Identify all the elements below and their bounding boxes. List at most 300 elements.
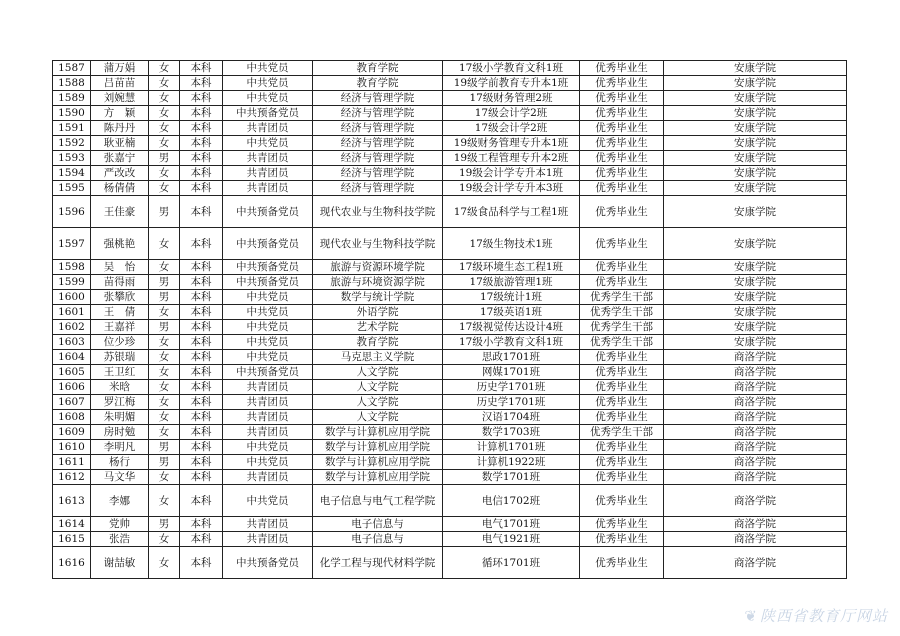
serial-number-cell: 1603	[53, 335, 91, 350]
table-row	[53, 275, 847, 290]
honor-type-cell: 优秀毕业生	[580, 470, 664, 485]
education-level-cell: 本科	[180, 470, 223, 485]
gender-cell: 女	[149, 425, 180, 440]
watermark-text: 陕西省教育厅网站	[759, 607, 888, 625]
honor-type-cell: 优秀毕业生	[580, 196, 664, 228]
gender-cell: 男	[149, 275, 180, 290]
education-level-cell: 本科	[180, 151, 223, 166]
gender-cell: 男	[149, 320, 180, 335]
student-name-cell: 强桃艳	[91, 228, 149, 260]
education-level-cell: 本科	[180, 305, 223, 320]
college-cell: 数学与计算机应用学院	[313, 455, 443, 470]
gender-cell: 女	[149, 485, 180, 517]
honor-type-cell: 优秀学生干部	[580, 320, 664, 335]
gender-cell: 女	[149, 410, 180, 425]
class-name-cell: 17级统计1班	[443, 290, 580, 305]
education-level-cell: 本科	[180, 532, 223, 547]
table-row	[53, 228, 847, 260]
gender-cell: 女	[149, 91, 180, 106]
class-name-cell: 19级财务管理专升本1班	[443, 136, 580, 151]
class-name-cell: 网媒1701班	[443, 365, 580, 380]
university-cell: 安康学院	[664, 228, 847, 260]
class-name-cell: 17级视觉传达设计4班	[443, 320, 580, 335]
university-cell: 安康学院	[664, 290, 847, 305]
college-cell: 经济与管理学院	[313, 151, 443, 166]
college-cell: 教育学院	[313, 76, 443, 91]
serial-number-cell: 1596	[53, 196, 91, 228]
student-name-cell: 吴 怡	[91, 260, 149, 275]
table-row	[53, 455, 847, 470]
education-level-cell: 本科	[180, 335, 223, 350]
serial-number-cell: 1609	[53, 425, 91, 440]
serial-number-cell: 1588	[53, 76, 91, 91]
political-status-cell: 中共党员	[223, 61, 313, 76]
class-name-cell: 17级食品科学与工程1班	[443, 196, 580, 228]
student-name-cell: 严改改	[91, 166, 149, 181]
class-name-cell: 19级学前教育专升本1班	[443, 76, 580, 91]
gender-cell: 女	[149, 532, 180, 547]
class-name-cell: 17级小学教育文科1班	[443, 61, 580, 76]
university-cell: 商洛学院	[664, 485, 847, 517]
class-name-cell: 19级会计学专升本3班	[443, 181, 580, 196]
university-cell: 商洛学院	[664, 470, 847, 485]
student-name-cell: 党帅	[91, 517, 149, 532]
gender-cell: 女	[149, 305, 180, 320]
honor-type-cell: 优秀毕业生	[580, 136, 664, 151]
class-name-cell: 数学1703班	[443, 425, 580, 440]
serial-number-cell: 1589	[53, 91, 91, 106]
university-cell: 商洛学院	[664, 350, 847, 365]
honor-type-cell: 优秀毕业生	[580, 532, 664, 547]
political-status-cell: 共青团员	[223, 470, 313, 485]
honor-type-cell: 优秀毕业生	[580, 228, 664, 260]
honor-type-cell: 优秀毕业生	[580, 395, 664, 410]
gender-cell: 女	[149, 380, 180, 395]
table-row	[53, 532, 847, 547]
college-cell: 数学与计算机应用学院	[313, 470, 443, 485]
education-level-cell: 本科	[180, 228, 223, 260]
university-cell: 商洛学院	[664, 547, 847, 579]
class-name-cell: 19级会计学专升本1班	[443, 166, 580, 181]
education-level-cell: 本科	[180, 440, 223, 455]
political-status-cell: 中共预备党员	[223, 196, 313, 228]
student-name-cell: 苏银瑞	[91, 350, 149, 365]
class-name-cell: 17级生物技术1班	[443, 228, 580, 260]
university-cell: 商洛学院	[664, 365, 847, 380]
political-status-cell: 共青团员	[223, 151, 313, 166]
college-cell: 人文学院	[313, 365, 443, 380]
class-name-cell: 电信1702班	[443, 485, 580, 517]
education-level-cell: 本科	[180, 485, 223, 517]
honor-type-cell: 优秀毕业生	[580, 485, 664, 517]
college-cell: 教育学院	[313, 61, 443, 76]
university-cell: 安康学院	[664, 151, 847, 166]
honor-type-cell: 优秀毕业生	[580, 121, 664, 136]
college-cell: 数学与计算机应用学院	[313, 440, 443, 455]
honor-type-cell: 优秀毕业生	[580, 260, 664, 275]
class-name-cell: 17级财务管理2班	[443, 91, 580, 106]
university-cell: 安康学院	[664, 260, 847, 275]
political-status-cell: 中共党员	[223, 136, 313, 151]
political-status-cell: 中共预备党员	[223, 260, 313, 275]
class-name-cell: 17级会计学2班	[443, 106, 580, 121]
gender-cell: 女	[149, 365, 180, 380]
political-status-cell: 中共党员	[223, 335, 313, 350]
student-name-cell: 吕苗苗	[91, 76, 149, 91]
gender-cell: 女	[149, 106, 180, 121]
education-level-cell: 本科	[180, 290, 223, 305]
table-row	[53, 470, 847, 485]
table-row	[53, 136, 847, 151]
class-name-cell: 数学1701班	[443, 470, 580, 485]
university-cell: 商洛学院	[664, 532, 847, 547]
gender-cell: 女	[149, 166, 180, 181]
serial-number-cell: 1608	[53, 410, 91, 425]
serial-number-cell: 1610	[53, 440, 91, 455]
table-row	[53, 61, 847, 76]
college-cell: 旅游与资源环境学院	[313, 260, 443, 275]
gender-cell: 女	[149, 395, 180, 410]
college-cell: 人文学院	[313, 395, 443, 410]
serial-number-cell: 1611	[53, 455, 91, 470]
gender-cell: 男	[149, 517, 180, 532]
college-cell: 外语学院	[313, 305, 443, 320]
education-level-cell: 本科	[180, 166, 223, 181]
education-level-cell: 本科	[180, 275, 223, 290]
political-status-cell: 共青团员	[223, 517, 313, 532]
honor-type-cell: 优秀毕业生	[580, 365, 664, 380]
university-cell: 安康学院	[664, 166, 847, 181]
honor-type-cell: 优秀毕业生	[580, 547, 664, 579]
university-cell: 商洛学院	[664, 455, 847, 470]
serial-number-cell: 1590	[53, 106, 91, 121]
gender-cell: 女	[149, 121, 180, 136]
student-name-cell: 耿亚楠	[91, 136, 149, 151]
honor-type-cell: 优秀毕业生	[580, 455, 664, 470]
serial-number-cell: 1614	[53, 517, 91, 532]
table-row	[53, 166, 847, 181]
honor-type-cell: 优秀毕业生	[580, 151, 664, 166]
political-status-cell: 共青团员	[223, 166, 313, 181]
college-cell: 现代农业与生物科技学院	[313, 228, 443, 260]
student-name-cell: 王嘉祥	[91, 320, 149, 335]
education-level-cell: 本科	[180, 517, 223, 532]
honor-type-cell: 优秀毕业生	[580, 410, 664, 425]
serial-number-cell: 1607	[53, 395, 91, 410]
education-level-cell: 本科	[180, 455, 223, 470]
class-name-cell: 19级工程管理专升本2班	[443, 151, 580, 166]
serial-number-cell: 1613	[53, 485, 91, 517]
university-cell: 商洛学院	[664, 517, 847, 532]
student-name-cell: 王卫红	[91, 365, 149, 380]
table-row	[53, 91, 847, 106]
serial-number-cell: 1606	[53, 380, 91, 395]
class-name-cell: 计算机1922班	[443, 455, 580, 470]
college-cell: 人文学院	[313, 410, 443, 425]
student-name-cell: 米晗	[91, 380, 149, 395]
student-name-cell: 张攀欣	[91, 290, 149, 305]
table-row	[53, 76, 847, 91]
gender-cell: 女	[149, 76, 180, 91]
serial-number-cell: 1598	[53, 260, 91, 275]
honor-type-cell: 优秀毕业生	[580, 76, 664, 91]
serial-number-cell: 1601	[53, 305, 91, 320]
class-name-cell: 17级小学教育文科1班	[443, 335, 580, 350]
class-name-cell: 17级英语1班	[443, 305, 580, 320]
college-cell: 数学与计算机应用学院	[313, 425, 443, 440]
education-level-cell: 本科	[180, 121, 223, 136]
university-cell: 安康学院	[664, 196, 847, 228]
student-name-cell: 马文华	[91, 470, 149, 485]
political-status-cell: 共青团员	[223, 532, 313, 547]
college-cell: 电子信息与	[313, 532, 443, 547]
gender-cell: 男	[149, 196, 180, 228]
political-status-cell: 中共党员	[223, 76, 313, 91]
college-cell: 经济与管理学院	[313, 166, 443, 181]
university-cell: 商洛学院	[664, 440, 847, 455]
table-row	[53, 121, 847, 136]
student-name-cell: 苗得雨	[91, 275, 149, 290]
gender-cell: 男	[149, 151, 180, 166]
honor-type-cell: 优秀毕业生	[580, 181, 664, 196]
class-name-cell: 17级环境生态工程1班	[443, 260, 580, 275]
education-level-cell: 本科	[180, 76, 223, 91]
gender-cell: 女	[149, 260, 180, 275]
serial-number-cell: 1595	[53, 181, 91, 196]
table-row	[53, 196, 847, 228]
university-cell: 安康学院	[664, 320, 847, 335]
student-name-cell: 张嘉宁	[91, 151, 149, 166]
university-cell: 安康学院	[664, 305, 847, 320]
political-status-cell: 中共预备党员	[223, 365, 313, 380]
college-cell: 经济与管理学院	[313, 136, 443, 151]
education-level-cell: 本科	[180, 365, 223, 380]
student-name-cell: 蒲万娟	[91, 61, 149, 76]
political-status-cell: 共青团员	[223, 410, 313, 425]
college-cell: 马克思主义学院	[313, 350, 443, 365]
honor-type-cell: 优秀毕业生	[580, 350, 664, 365]
honor-type-cell: 优秀毕业生	[580, 517, 664, 532]
serial-number-cell: 1602	[53, 320, 91, 335]
serial-number-cell: 1605	[53, 365, 91, 380]
university-cell: 安康学院	[664, 76, 847, 91]
leaf-logo-icon: ❦	[744, 607, 758, 625]
gender-cell: 女	[149, 181, 180, 196]
university-cell: 安康学院	[664, 181, 847, 196]
political-status-cell: 中共党员	[223, 91, 313, 106]
education-level-cell: 本科	[180, 196, 223, 228]
university-cell: 安康学院	[664, 61, 847, 76]
college-cell: 经济与管理学院	[313, 106, 443, 121]
political-status-cell: 中共党员	[223, 440, 313, 455]
site-watermark	[744, 605, 888, 626]
political-status-cell: 中共预备党员	[223, 106, 313, 121]
university-cell: 安康学院	[664, 275, 847, 290]
class-name-cell: 循环1701班	[443, 547, 580, 579]
honor-type-cell: 优秀毕业生	[580, 91, 664, 106]
serial-number-cell: 1591	[53, 121, 91, 136]
student-name-cell: 罗江梅	[91, 395, 149, 410]
student-name-cell: 杨倩倩	[91, 181, 149, 196]
political-status-cell: 中共党员	[223, 485, 313, 517]
serial-number-cell: 1616	[53, 547, 91, 579]
education-level-cell: 本科	[180, 91, 223, 106]
college-cell: 经济与管理学院	[313, 121, 443, 136]
honor-type-cell: 优秀毕业生	[580, 380, 664, 395]
college-cell: 艺术学院	[313, 320, 443, 335]
education-level-cell: 本科	[180, 260, 223, 275]
class-name-cell: 17级会计学2班	[443, 121, 580, 136]
gender-cell: 女	[149, 61, 180, 76]
table-row	[53, 410, 847, 425]
political-status-cell: 共青团员	[223, 181, 313, 196]
serial-number-cell: 1597	[53, 228, 91, 260]
class-name-cell: 历史学1701班	[443, 380, 580, 395]
university-cell: 安康学院	[664, 136, 847, 151]
student-name-cell: 方 颖	[91, 106, 149, 121]
table-row	[53, 290, 847, 305]
class-name-cell: 思政1701班	[443, 350, 580, 365]
class-name-cell: 汉语1704班	[443, 410, 580, 425]
student-name-cell: 朱明媚	[91, 410, 149, 425]
honor-type-cell: 优秀毕业生	[580, 106, 664, 121]
education-level-cell: 本科	[180, 106, 223, 121]
student-name-cell: 李娜	[91, 485, 149, 517]
university-cell: 安康学院	[664, 106, 847, 121]
gender-cell: 女	[149, 136, 180, 151]
education-level-cell: 本科	[180, 350, 223, 365]
gender-cell: 女	[149, 470, 180, 485]
university-cell: 商洛学院	[664, 380, 847, 395]
college-cell: 人文学院	[313, 380, 443, 395]
university-cell: 商洛学院	[664, 410, 847, 425]
student-name-cell: 王 倩	[91, 305, 149, 320]
student-name-cell: 陈丹丹	[91, 121, 149, 136]
serial-number-cell: 1587	[53, 61, 91, 76]
university-cell: 安康学院	[664, 335, 847, 350]
education-level-cell: 本科	[180, 320, 223, 335]
political-status-cell: 中共党员	[223, 305, 313, 320]
serial-number-cell: 1600	[53, 290, 91, 305]
table-row	[53, 365, 847, 380]
honor-type-cell: 优秀学生干部	[580, 305, 664, 320]
student-name-cell: 李明凡	[91, 440, 149, 455]
college-cell: 旅游与环境资源学院	[313, 275, 443, 290]
roster-table	[52, 60, 847, 579]
table-row	[53, 335, 847, 350]
political-status-cell: 中共预备党员	[223, 275, 313, 290]
class-name-cell: 17级旅游管理1班	[443, 275, 580, 290]
university-cell: 安康学院	[664, 91, 847, 106]
table-row	[53, 350, 847, 365]
table-row	[53, 151, 847, 166]
gender-cell: 女	[149, 547, 180, 579]
table-row	[53, 305, 847, 320]
college-cell: 教育学院	[313, 335, 443, 350]
political-status-cell: 共青团员	[223, 425, 313, 440]
gender-cell: 女	[149, 350, 180, 365]
roster-body	[53, 61, 847, 579]
class-name-cell: 电气1921班	[443, 532, 580, 547]
table-row	[53, 547, 847, 579]
college-cell: 经济与管理学院	[313, 181, 443, 196]
honor-type-cell: 优秀毕业生	[580, 166, 664, 181]
university-cell: 商洛学院	[664, 425, 847, 440]
student-name-cell: 谢喆敏	[91, 547, 149, 579]
table-row	[53, 260, 847, 275]
political-status-cell: 共青团员	[223, 395, 313, 410]
table-row	[53, 485, 847, 517]
gender-cell: 女	[149, 335, 180, 350]
serial-number-cell: 1604	[53, 350, 91, 365]
education-level-cell: 本科	[180, 547, 223, 579]
college-cell: 经济与管理学院	[313, 91, 443, 106]
table-row	[53, 425, 847, 440]
class-name-cell: 计算机1701班	[443, 440, 580, 455]
political-status-cell: 中共预备党员	[223, 228, 313, 260]
honor-type-cell: 优秀毕业生	[580, 275, 664, 290]
education-level-cell: 本科	[180, 425, 223, 440]
gender-cell: 男	[149, 440, 180, 455]
class-name-cell: 电气1701班	[443, 517, 580, 532]
serial-number-cell: 1615	[53, 532, 91, 547]
college-cell: 化学工程与现代材料学院	[313, 547, 443, 579]
honor-type-cell: 优秀学生干部	[580, 290, 664, 305]
education-level-cell: 本科	[180, 410, 223, 425]
education-level-cell: 本科	[180, 136, 223, 151]
political-status-cell: 中共党员	[223, 290, 313, 305]
serial-number-cell: 1594	[53, 166, 91, 181]
student-name-cell: 杨行	[91, 455, 149, 470]
education-level-cell: 本科	[180, 395, 223, 410]
table-row	[53, 320, 847, 335]
honor-type-cell: 优秀毕业生	[580, 61, 664, 76]
political-status-cell: 共青团员	[223, 121, 313, 136]
college-cell: 数学与统计学院	[313, 290, 443, 305]
political-status-cell: 中共预备党员	[223, 547, 313, 579]
education-level-cell: 本科	[180, 181, 223, 196]
college-cell: 现代农业与生物科技学院	[313, 196, 443, 228]
class-name-cell: 历史学1701班	[443, 395, 580, 410]
education-level-cell: 本科	[180, 380, 223, 395]
table-row	[53, 395, 847, 410]
serial-number-cell: 1593	[53, 151, 91, 166]
student-name-cell: 王佳豪	[91, 196, 149, 228]
honor-type-cell: 优秀毕业生	[580, 440, 664, 455]
honor-type-cell: 优秀学生干部	[580, 335, 664, 350]
political-status-cell: 共青团员	[223, 380, 313, 395]
education-level-cell: 本科	[180, 61, 223, 76]
serial-number-cell: 1612	[53, 470, 91, 485]
gender-cell: 女	[149, 228, 180, 260]
student-name-cell: 刘婉慧	[91, 91, 149, 106]
college-cell: 电子信息与电气工程学院	[313, 485, 443, 517]
table-row	[53, 106, 847, 121]
political-status-cell: 中共党员	[223, 320, 313, 335]
college-cell: 电子信息与	[313, 517, 443, 532]
table-row	[53, 517, 847, 532]
honor-type-cell: 优秀学生干部	[580, 425, 664, 440]
student-name-cell: 张浩	[91, 532, 149, 547]
table-row	[53, 380, 847, 395]
gender-cell: 男	[149, 290, 180, 305]
table-row	[53, 181, 847, 196]
table-row	[53, 440, 847, 455]
political-status-cell: 中共党员	[223, 455, 313, 470]
serial-number-cell: 1592	[53, 136, 91, 151]
university-cell: 商洛学院	[664, 395, 847, 410]
political-status-cell: 中共党员	[223, 350, 313, 365]
